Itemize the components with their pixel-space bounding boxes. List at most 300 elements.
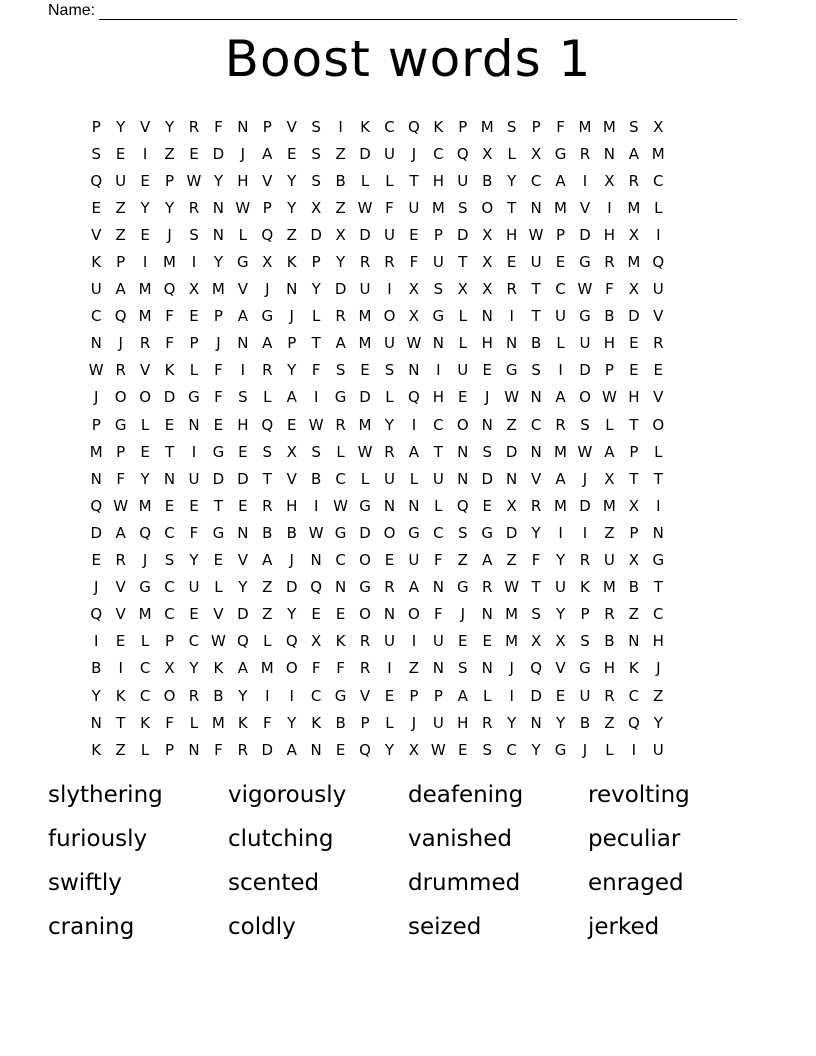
- grid-letter: C: [139, 659, 151, 678]
- grid-letter: J: [240, 144, 246, 163]
- grid-letter: I: [142, 253, 148, 272]
- grid-letter: Q: [90, 496, 103, 515]
- grid-letter: R: [482, 578, 493, 597]
- grid-letter: S: [238, 388, 248, 407]
- grid-letter: S: [189, 225, 199, 244]
- grid-letter: P: [262, 117, 272, 136]
- grid-letter: I: [338, 117, 343, 136]
- grid-letter: E: [115, 144, 126, 163]
- grid-letter: A: [555, 388, 566, 407]
- grid-letter: O: [285, 659, 298, 678]
- grid-letter: R: [482, 713, 493, 732]
- grid-letter: E: [238, 442, 248, 461]
- grid-letter: E: [458, 632, 468, 651]
- grid-letter: W: [113, 496, 129, 515]
- grid-letter: Z: [457, 551, 468, 570]
- grid-letter: Z: [604, 713, 615, 732]
- grid-letter: C: [433, 415, 444, 434]
- grid-letter: K: [237, 713, 248, 732]
- grid-letter: S: [458, 523, 468, 542]
- grid-letter: F: [165, 713, 174, 732]
- grid-letter: E: [140, 225, 150, 244]
- grid-letter: P: [409, 686, 419, 705]
- grid-letter: E: [140, 442, 150, 461]
- grid-letter: S: [580, 632, 590, 651]
- grid-letter: S: [311, 144, 321, 163]
- grid-letter: X: [482, 225, 493, 244]
- grid-letter: D: [628, 307, 640, 326]
- word-bank-item: scented: [228, 870, 320, 896]
- grid-letter: C: [433, 523, 444, 542]
- grid-letter: I: [191, 253, 197, 272]
- grid-letter: C: [384, 117, 395, 136]
- grid-letter: U: [432, 469, 444, 488]
- grid-letter: X: [188, 280, 200, 299]
- grid-letter: Y: [507, 713, 517, 732]
- grid-letter: A: [604, 442, 615, 461]
- grid-letter: A: [482, 551, 493, 570]
- grid-letter: S: [531, 361, 541, 380]
- grid-letter: R: [262, 361, 273, 380]
- grid-letter: A: [335, 334, 346, 353]
- grid-letter: D: [505, 523, 518, 542]
- grid-letter: Q: [408, 388, 420, 407]
- grid-letter: E: [555, 686, 566, 705]
- grid-letter: L: [360, 171, 370, 190]
- grid-letter: I: [289, 686, 294, 705]
- grid-letter: T: [311, 334, 321, 353]
- grid-letter: J: [118, 334, 123, 353]
- grid-letter: F: [409, 253, 419, 272]
- grid-letter: X: [628, 551, 639, 570]
- grid-letter: L: [336, 442, 345, 461]
- grid-letter: N: [481, 605, 493, 624]
- grid-letter: O: [456, 415, 469, 434]
- grid-letter: Y: [164, 198, 175, 217]
- grid-row: [84, 655, 671, 682]
- grid-letter: U: [383, 334, 395, 353]
- grid-letter: Q: [285, 632, 298, 651]
- grid-letter: R: [188, 198, 200, 217]
- grid-letter: C: [628, 686, 640, 705]
- grid-letter: E: [213, 551, 224, 570]
- grid-letter: P: [433, 686, 443, 705]
- grid-letter: R: [555, 415, 566, 434]
- name-blank-line: [99, 3, 737, 20]
- grid-letter: K: [91, 253, 102, 272]
- grid-letter: D: [457, 225, 469, 244]
- grid-letter: C: [433, 144, 444, 163]
- grid-letter: R: [604, 605, 615, 624]
- grid-letter: Y: [311, 280, 321, 299]
- grid-letter: Z: [506, 551, 517, 570]
- grid-letter: A: [408, 442, 420, 461]
- grid-letter: S: [335, 361, 346, 380]
- grid-letter: L: [507, 144, 516, 163]
- grid-letter: C: [653, 605, 664, 624]
- grid-letter: N: [310, 551, 322, 570]
- grid-letter: L: [605, 740, 614, 759]
- grid-letter: T: [262, 469, 272, 488]
- grid-row: [84, 736, 671, 763]
- grid-letter: H: [457, 713, 469, 732]
- word-search-grid: [84, 113, 671, 763]
- grid-letter: R: [139, 334, 151, 353]
- grid-letter: U: [188, 469, 200, 488]
- grid-letter: D: [212, 469, 225, 488]
- grid-letter: H: [286, 496, 298, 515]
- grid-letter: M: [260, 659, 274, 678]
- grid-letter: X: [335, 225, 346, 244]
- grid-letter: W: [430, 740, 446, 759]
- grid-letter: B: [213, 686, 224, 705]
- grid-letter: R: [335, 415, 346, 434]
- grid-letter: F: [556, 117, 565, 136]
- grid-letter: F: [165, 307, 174, 326]
- grid-letter: E: [384, 551, 395, 570]
- grid-letter: M: [554, 496, 567, 515]
- grid-letter: N: [506, 469, 518, 488]
- grid-letter: D: [359, 523, 371, 542]
- grid-letter: L: [140, 415, 150, 434]
- grid-letter: L: [458, 307, 467, 326]
- grid-letter: X: [628, 496, 639, 515]
- grid-letter: G: [139, 578, 151, 597]
- grid-letter: B: [91, 659, 102, 678]
- grid-letter: N: [628, 632, 640, 651]
- grid-letter: Z: [262, 578, 273, 597]
- grid-letter: I: [387, 280, 392, 299]
- grid-letter: R: [237, 740, 249, 759]
- grid-letter: L: [140, 632, 150, 651]
- grid-letter: N: [334, 578, 347, 597]
- grid-letter: R: [653, 334, 664, 353]
- grid-letter: K: [628, 659, 639, 678]
- grid-letter: B: [262, 523, 273, 542]
- grid-letter: M: [627, 198, 641, 217]
- grid-letter: G: [456, 578, 469, 597]
- grid-letter: R: [335, 307, 346, 326]
- grid-letter: X: [164, 659, 175, 678]
- grid-letter: N: [432, 659, 444, 678]
- grid-letter: I: [656, 496, 661, 515]
- grid-letter: C: [555, 280, 566, 299]
- grid-row: [84, 411, 671, 438]
- grid-letter: R: [188, 117, 200, 136]
- grid-letter: N: [383, 605, 396, 624]
- word-bank-item: drummed: [408, 870, 521, 896]
- grid-letter: R: [115, 551, 126, 570]
- grid-letter: E: [458, 740, 468, 759]
- grid-letter: Q: [261, 225, 274, 244]
- grid-letter: D: [334, 280, 347, 299]
- grid-letter: P: [433, 225, 443, 244]
- grid-letter: N: [237, 334, 249, 353]
- grid-letter: O: [652, 415, 665, 434]
- grid-row: [84, 628, 671, 655]
- grid-letter: L: [238, 225, 248, 244]
- grid-letter: B: [628, 578, 639, 597]
- grid-letter: D: [579, 225, 591, 244]
- grid-letter: K: [140, 713, 151, 732]
- word-bank-item: deafening: [408, 782, 524, 808]
- grid-letter: I: [436, 361, 441, 380]
- grid-letter: N: [481, 307, 493, 326]
- grid-letter: J: [142, 551, 148, 570]
- grid-letter: V: [653, 307, 664, 326]
- grid-letter: G: [579, 307, 591, 326]
- grid-letter: U: [457, 361, 469, 380]
- grid-letter: E: [238, 496, 248, 515]
- grid-letter: D: [310, 225, 322, 244]
- grid-letter: U: [579, 686, 591, 705]
- grid-letter: K: [311, 713, 322, 732]
- grid-letter: Y: [653, 713, 663, 732]
- grid-letter: Z: [506, 415, 517, 434]
- grid-letter: D: [481, 469, 493, 488]
- grid-letter: W: [601, 388, 617, 407]
- grid-letter: N: [432, 334, 444, 353]
- grid-row: [84, 194, 671, 221]
- grid-letter: Y: [213, 253, 223, 272]
- grid-letter: Z: [164, 144, 175, 163]
- grid-letter: J: [485, 388, 490, 407]
- grid-letter: W: [333, 496, 349, 515]
- grid-letter: P: [116, 253, 126, 272]
- grid-letter: F: [605, 280, 614, 299]
- grid-letter: U: [383, 225, 395, 244]
- grid-letter: M: [358, 334, 372, 353]
- grid-letter: X: [408, 280, 420, 299]
- grid-letter: T: [458, 253, 468, 272]
- grid-letter: B: [530, 334, 542, 353]
- grid-letter: Q: [163, 280, 176, 299]
- grid-letter: P: [531, 117, 541, 136]
- grid-letter: P: [311, 253, 321, 272]
- grid-letter: J: [167, 225, 172, 244]
- grid-letter: F: [311, 659, 321, 678]
- grid-letter: P: [165, 632, 175, 651]
- grid-letter: U: [383, 469, 395, 488]
- grid-letter: Q: [652, 253, 665, 272]
- grid-letter: B: [604, 632, 615, 651]
- grid-letter: Y: [384, 415, 395, 434]
- grid-letter: E: [335, 605, 346, 624]
- grid-letter: O: [359, 605, 371, 624]
- grid-letter: N: [432, 578, 444, 597]
- grid-letter: U: [555, 578, 567, 597]
- grid-letter: K: [164, 361, 175, 380]
- grid-letter: Y: [213, 171, 223, 190]
- grid-letter: Y: [507, 171, 517, 190]
- grid-letter: K: [286, 253, 297, 272]
- grid-letter: U: [652, 740, 664, 759]
- grid-letter: F: [214, 740, 223, 759]
- grid-letter: N: [530, 442, 542, 461]
- grid-letter: Y: [91, 686, 101, 705]
- grid-letter: W: [528, 225, 544, 244]
- grid-letter: N: [212, 225, 225, 244]
- grid-letter: I: [509, 686, 514, 705]
- word-bank: [48, 778, 768, 944]
- grid-letter: L: [140, 740, 150, 759]
- grid-letter: V: [237, 551, 248, 570]
- grid-letter: I: [411, 415, 417, 434]
- grid-letter: A: [115, 523, 126, 542]
- grid-letter: V: [653, 388, 664, 407]
- grid-letter: V: [555, 659, 566, 678]
- grid-letter: U: [432, 713, 444, 732]
- grid-letter: B: [482, 171, 493, 190]
- grid-letter: B: [335, 171, 346, 190]
- grid-letter: Y: [287, 605, 297, 624]
- grid-letter: T: [531, 280, 541, 299]
- grid-letter: G: [505, 361, 518, 380]
- word-bank-item: enraged: [588, 870, 684, 896]
- grid-letter: J: [582, 469, 588, 488]
- grid-letter: D: [530, 686, 542, 705]
- grid-letter: U: [115, 171, 127, 190]
- grid-letter: Q: [236, 632, 249, 651]
- grid-letter: K: [580, 578, 590, 597]
- grid-letter: J: [411, 144, 417, 163]
- grid-letter: V: [359, 686, 371, 705]
- grid-letter: G: [408, 523, 420, 542]
- grid-letter: I: [142, 144, 148, 163]
- grid-letter: N: [286, 280, 298, 299]
- grid-letter: J: [216, 334, 221, 353]
- grid-letter: V: [530, 469, 542, 488]
- grid-letter: R: [628, 171, 640, 190]
- grid-letter: N: [237, 117, 249, 136]
- grid-letter: M: [578, 117, 592, 136]
- grid-letter: M: [358, 307, 372, 326]
- grid-letter: Q: [456, 144, 469, 163]
- grid-letter: X: [311, 198, 322, 217]
- grid-letter: F: [434, 605, 443, 624]
- grid-letter: S: [433, 280, 444, 299]
- grid-letter: N: [408, 496, 420, 515]
- grid-letter: E: [384, 686, 395, 705]
- grid-letter: A: [115, 280, 126, 299]
- grid-letter: T: [116, 713, 126, 732]
- grid-row: [84, 113, 671, 140]
- grid-letter: T: [531, 578, 541, 597]
- grid-letter: B: [286, 523, 297, 542]
- grid-letter: Z: [653, 686, 664, 705]
- grid-letter: W: [186, 171, 202, 190]
- grid-letter: L: [263, 388, 272, 407]
- grid-letter: L: [654, 442, 663, 461]
- grid-letter: H: [237, 171, 249, 190]
- grid-letter: L: [556, 334, 565, 353]
- grid-letter: E: [482, 632, 492, 651]
- grid-letter: C: [139, 686, 151, 705]
- grid-letter: K: [335, 632, 346, 651]
- grid-letter: U: [383, 144, 395, 163]
- grid-letter: Q: [139, 523, 151, 542]
- grid-letter: C: [335, 469, 346, 488]
- grid-letter: U: [603, 551, 615, 570]
- grid-letter: H: [603, 225, 616, 244]
- grid-letter: Y: [555, 605, 566, 624]
- grid-row: [84, 519, 671, 546]
- grid-letter: N: [310, 740, 322, 759]
- grid-letter: M: [138, 605, 152, 624]
- grid-letter: Q: [90, 171, 103, 190]
- grid-letter: A: [286, 388, 297, 407]
- grid-letter: O: [383, 307, 396, 326]
- grid-letter: I: [411, 632, 417, 651]
- grid-letter: I: [387, 659, 392, 678]
- grid-letter: C: [506, 740, 517, 759]
- grid-letter: S: [482, 442, 492, 461]
- grid-letter: S: [164, 551, 175, 570]
- grid-letter: P: [287, 334, 297, 353]
- grid-letter: Z: [262, 605, 273, 624]
- grid-letter: T: [507, 198, 517, 217]
- grid-letter: O: [481, 198, 494, 217]
- grid-letter: P: [629, 523, 639, 542]
- grid-letter: E: [482, 496, 492, 515]
- grid-letter: E: [213, 415, 224, 434]
- grid-row: [84, 303, 671, 330]
- grid-letter: N: [481, 659, 493, 678]
- grid-letter: S: [482, 740, 492, 759]
- grid-letter: Y: [555, 713, 566, 732]
- grid-letter: S: [384, 361, 395, 380]
- grid-letter: Y: [384, 740, 395, 759]
- grid-letter: M: [554, 442, 567, 461]
- grid-letter: I: [313, 388, 319, 407]
- grid-letter: A: [457, 686, 468, 705]
- grid-letter: U: [579, 334, 591, 353]
- grid-letter: R: [262, 496, 273, 515]
- grid-letter: W: [235, 198, 251, 217]
- grid-letter: L: [458, 334, 467, 353]
- grid-letter: Z: [335, 198, 346, 217]
- grid-letter: Z: [115, 225, 126, 244]
- grid-letter: D: [90, 523, 102, 542]
- grid-letter: R: [604, 253, 615, 272]
- word-bank-item: furiously: [48, 826, 148, 852]
- grid-letter: R: [604, 686, 615, 705]
- grid-row: [84, 601, 671, 628]
- grid-letter: J: [289, 551, 294, 570]
- grid-letter: G: [359, 496, 371, 515]
- grid-letter: N: [90, 469, 102, 488]
- grid-letter: V: [139, 117, 151, 136]
- grid-letter: E: [164, 496, 175, 515]
- grid-letter: E: [189, 496, 199, 515]
- grid-letter: Y: [189, 551, 199, 570]
- grid-letter: R: [359, 253, 371, 272]
- grid-row: [84, 709, 671, 736]
- grid-letter: R: [188, 686, 200, 705]
- grid-letter: J: [582, 740, 588, 759]
- grid-letter: C: [653, 171, 664, 190]
- grid-letter: L: [654, 198, 663, 217]
- grid-letter: E: [482, 361, 492, 380]
- grid-letter: N: [481, 415, 493, 434]
- grid-letter: L: [189, 361, 199, 380]
- grid-letter: E: [286, 144, 297, 163]
- grid-letter: V: [286, 117, 297, 136]
- grid-letter: D: [359, 144, 371, 163]
- grid-letter: L: [434, 496, 443, 515]
- grid-letter: Y: [287, 171, 297, 190]
- grid-letter: U: [188, 578, 200, 597]
